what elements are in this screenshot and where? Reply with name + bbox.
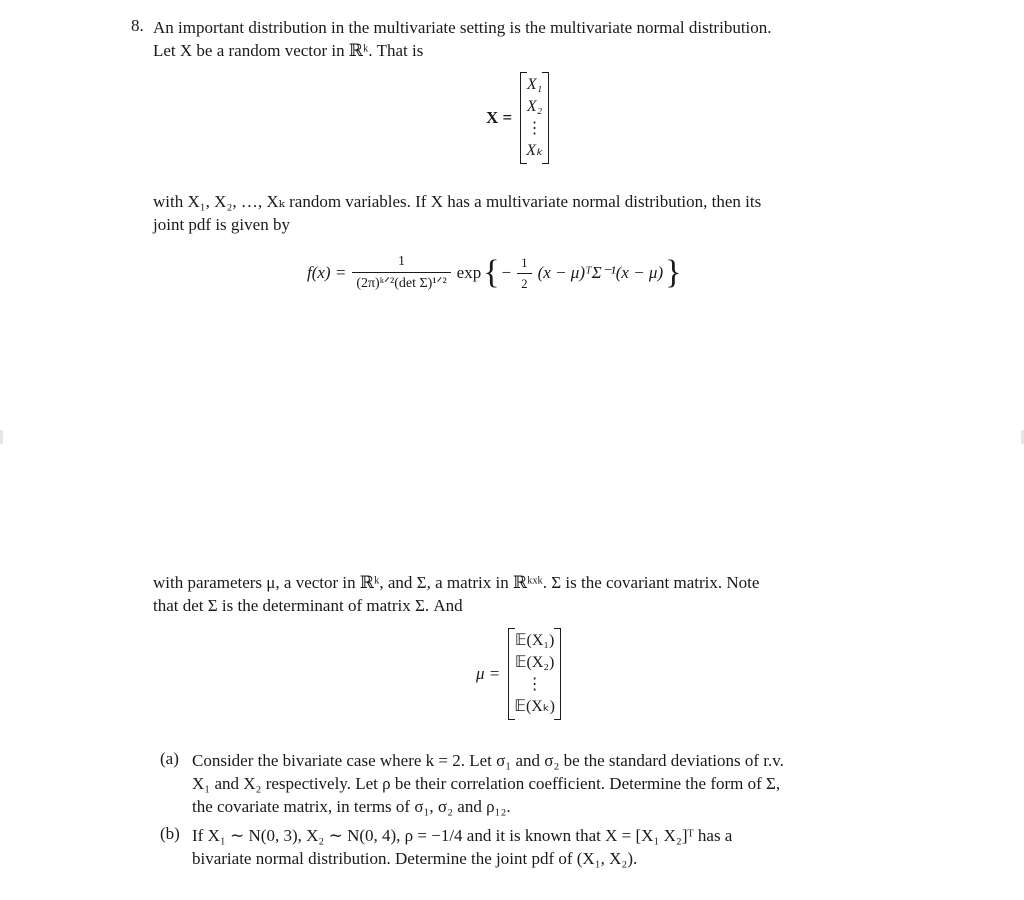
mu-vector-entry: 𝔼(X₁) (514, 632, 555, 649)
left-brace-icon: { (483, 254, 500, 291)
params-line-2: that det Σ is the determinant of matrix Σ. And (153, 596, 463, 615)
mu-vector-label: μ = (476, 664, 501, 683)
part-a-line-2: X₁ and X₂ respectively. Let ρ be their correlation coefficient. Determine the form of Σ, (192, 774, 781, 793)
pdf-normalizer-fraction (352, 254, 450, 292)
mu-vector-matrix (508, 630, 561, 718)
pdf-inner-sign: − (501, 263, 512, 282)
x-vector-label: X = (486, 108, 513, 127)
part-a-line-1: Consider the bivariate case where k = 2. Let σ₁ and σ₂ be the standard deviations of r.v. (192, 751, 784, 770)
x-vector-matrix (520, 74, 549, 162)
pdf-formula (307, 248, 683, 298)
part-b-line-2: bivariate normal distribution. Determine the joint pdf of (X₁, X₂). (192, 849, 638, 868)
x-vector-entry: Xₖ (526, 142, 543, 159)
right-brace-icon: } (665, 254, 682, 291)
after-vector-line-1: with X₁, X₂, …, Xₖ random variables. If X has a multivariate normal distribution, then its (153, 192, 762, 211)
pdf-frac-numerator: 1 (397, 254, 405, 269)
x-vector-entry: X₂ (526, 98, 543, 115)
part-b-label: (b) (160, 824, 180, 843)
question-number: 8. (131, 16, 144, 35)
mu-vector-entry: 𝔼(X₂) (514, 654, 555, 671)
pdf-half-fraction (517, 255, 532, 292)
params-line-1: with parameters μ, a vector in ℝᵏ, and Σ, a matrix in ℝᵏˣᵏ. Σ is the covariant matrix. Note (153, 573, 760, 592)
mu-vector-equation (476, 630, 561, 718)
after-vector-line-2: joint pdf is given by (153, 215, 290, 234)
part-b-line-1: If X₁ ∼ N(0, 3), X₂ ∼ N(0, 4), ρ = −1/4 and it is known that X = [X₁ X₂]ᵀ has a (192, 826, 733, 845)
intro-line-2: Let X be a random vector in ℝᵏ. That is (153, 41, 424, 60)
mu-vector-entry: 𝔼(Xₖ) (514, 698, 555, 715)
page-edge-marker (0, 430, 3, 444)
pdf-frac-denominator: (2π)ᵏᐟ²(det Σ)¹ᐟ² (352, 272, 450, 292)
part-a-line-3: the covariate matrix, in terms of σ₁, σ₂ and ρ₁₂. (192, 797, 511, 816)
mu-vector-entry: ⋮ (526, 676, 543, 693)
pdf-half-denominator: 2 (517, 273, 532, 292)
pdf-half-numerator: 1 (521, 254, 528, 270)
pdf-lhs: f(x) = (307, 263, 347, 282)
x-vector-entry: ⋮ (526, 120, 543, 137)
part-a-label: (a) (160, 749, 179, 768)
x-vector-entry: X₁ (526, 76, 543, 93)
pdf-quadratic-form: (x − μ)ᵀΣ⁻¹(x − μ) (537, 263, 664, 282)
pdf-exp: exp (456, 263, 482, 282)
intro-line-1: An important distribution in the multivariate setting is the multivariate normal distribution. (153, 18, 772, 37)
x-vector-equation (486, 74, 549, 162)
